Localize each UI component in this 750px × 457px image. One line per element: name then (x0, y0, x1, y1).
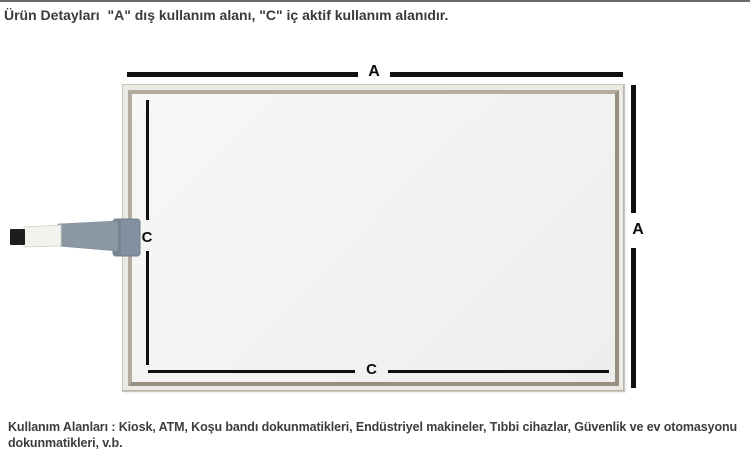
touch-panel-surface (132, 94, 615, 382)
cable-gray-ribbon (58, 221, 118, 251)
dim-line-inner-height-top (146, 100, 149, 220)
dim-line-outer-height-bottom (631, 248, 636, 388)
dim-label-outer-height: A (632, 221, 644, 238)
dim-label-outer-width: A (368, 63, 380, 80)
dim-line-inner-width-right (388, 370, 609, 373)
page-title: Ürün Detayları "A" dış kullanım alanı, "C" iç aktif kullanım alanıdır. (4, 7, 449, 23)
flex-cable (5, 213, 145, 261)
dim-line-outer-width-left (127, 72, 358, 77)
touch-panel-bezel (128, 90, 619, 386)
top-divider (0, 0, 750, 2)
dim-line-outer-height-top (631, 85, 636, 213)
cable-black-connector (10, 229, 25, 245)
touch-panel-frame (122, 84, 625, 392)
dim-label-inner-width: C (366, 361, 377, 378)
cable-white-ribbon (24, 225, 61, 247)
dim-line-inner-width-left (148, 370, 355, 373)
dim-label-inner-height: C (141, 229, 153, 246)
dim-line-outer-width-right (390, 72, 623, 77)
footer-caption: Kullanım Alanları : Kiosk, ATM, Koşu bandı dokunmatikleri, Endüstriyel makineler, Tıbbi cihazlar, Güvenlik ve ev otomasyonu dokunmatikleri, v.b. (8, 420, 738, 450)
dim-line-inner-height-bottom (146, 251, 149, 365)
